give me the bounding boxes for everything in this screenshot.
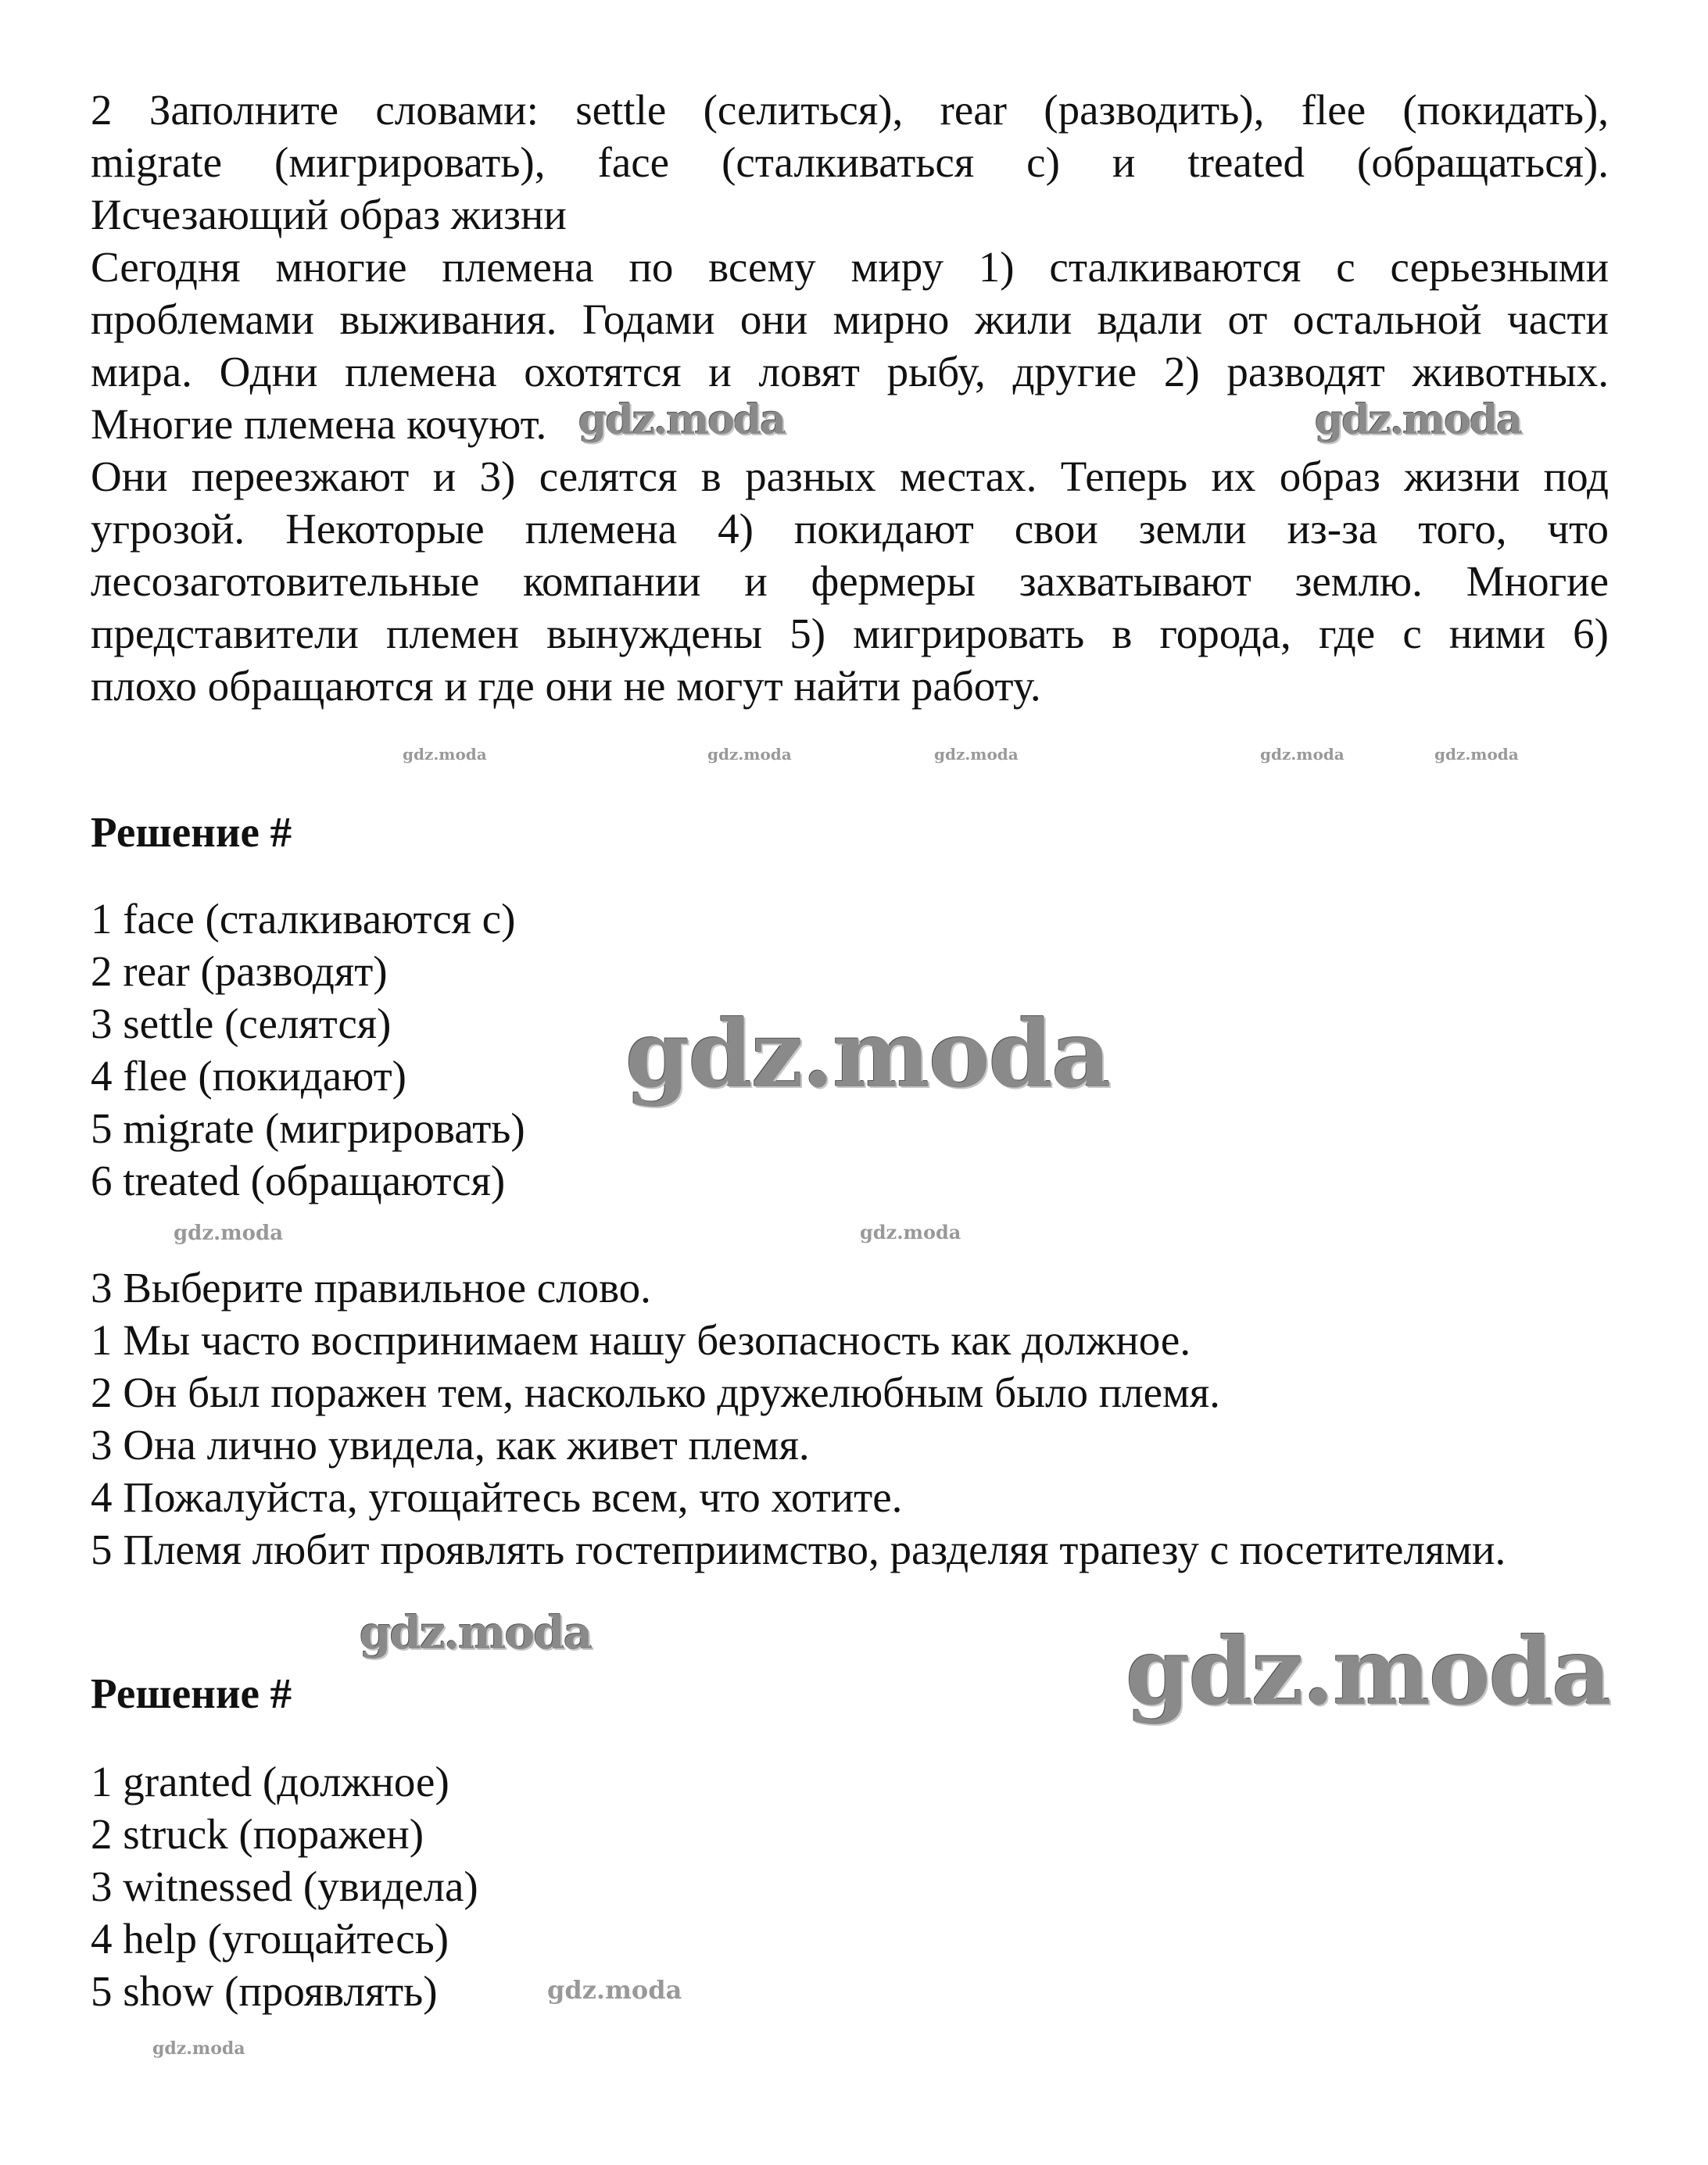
watermark: gdz.moda (174, 1222, 284, 1245)
exercise-3-line: 5 Племя любит проявлять гостеприимство, разделяя трапезу с посетителями. (91, 1526, 1506, 1573)
watermark: gdz.moda (707, 745, 792, 764)
watermark: gdz.moda (403, 745, 487, 764)
answer-line: 5 migrate (мигрировать) (91, 1104, 525, 1152)
answer-line: 1 granted (должное) (91, 1758, 449, 1805)
exercise-2-line: 2 Заполните словами: settle (селиться), rear (разводить), flee (покидать), (91, 86, 1609, 134)
answer-line: 6 treated (обращаются) (91, 1157, 506, 1204)
watermark: gdz.moda (860, 1221, 961, 1244)
exercise-3-line: 3 Она лично увидела, как живет племя. (91, 1421, 810, 1469)
exercise-2-line: мира. Одни племена охотятся и ловят рыбу, другие 2) разводят животных. (91, 348, 1609, 395)
exercise-3-line: 4 Пожалуйста, угощайтесь всем, что хотите. (91, 1473, 903, 1521)
answer-line: 2 struck (поражен) (91, 1810, 424, 1858)
exercise-2-line: представители племен вынуждены 5) мигрировать в города, где с ними 6) (91, 610, 1609, 657)
watermark: gdz.moda (547, 1975, 682, 2005)
exercise-2-line: Многие племена кочуют. (91, 400, 547, 448)
watermark: gdz.moda (1126, 1617, 1610, 1726)
answer-line: 4 flee (покидают) (91, 1052, 406, 1100)
exercise-2-line: Они переезжают и 3) селятся в разных местах. Теперь их образ жизни под (91, 453, 1609, 500)
exercise-2-line: migrate (мигрировать), face (сталкиваться с) и treated (обращаться). (91, 138, 1609, 186)
exercise-2-line: лесозаготовительные компании и фермеры захватывают землю. Многие (91, 557, 1609, 605)
answer-line: 3 settle (селятся) (91, 1000, 392, 1047)
exercise-2-line: плохо обращаются и где они не могут найти работу. (91, 662, 1041, 710)
solution-heading: Решение # (91, 808, 292, 856)
watermark: gdz.moda (1315, 396, 1522, 444)
watermark: gdz.moda (1434, 745, 1519, 764)
watermark: gdz.moda (934, 745, 1019, 764)
solution-heading: Решение # (91, 1669, 292, 1717)
answer-line: 5 show (проявлять) (91, 1967, 438, 2015)
answer-line: 1 face (сталкиваются с) (91, 895, 516, 943)
exercise-3-line: 1 Мы часто воспринимаем нашу безопасность как должное. (91, 1316, 1191, 1364)
exercise-2-line: Сегодня многие племена по всему миру 1) сталкиваются с серьезными (91, 243, 1609, 291)
exercise-2-line: угрозой. Некоторые племена 4) покидают свои земли из-за того, что (91, 505, 1609, 553)
answer-line: 2 rear (разводят) (91, 947, 388, 995)
exercise-2-subtitle: Исчезающий образ жизни (91, 191, 567, 238)
watermark: gdz.moda (625, 1000, 1110, 1108)
exercise-3-title: 3 Выберите правильное слово. (91, 1264, 651, 1312)
watermark: gdz.moda (152, 2038, 245, 2059)
answer-line: 3 witnessed (увидела) (91, 1863, 478, 1910)
watermark: gdz.moda (1260, 745, 1345, 764)
watermark: gdz.moda (360, 1606, 592, 1659)
watermark: gdz.moda (578, 396, 786, 444)
exercise-3-line: 2 Он был поражен тем, насколько дружелюбным было племя. (91, 1369, 1220, 1416)
answer-line: 4 help (угощайтесь) (91, 1915, 449, 1963)
exercise-2-line: проблемами выживания. Годами они мирно жили вдали от остальной части (91, 295, 1609, 343)
